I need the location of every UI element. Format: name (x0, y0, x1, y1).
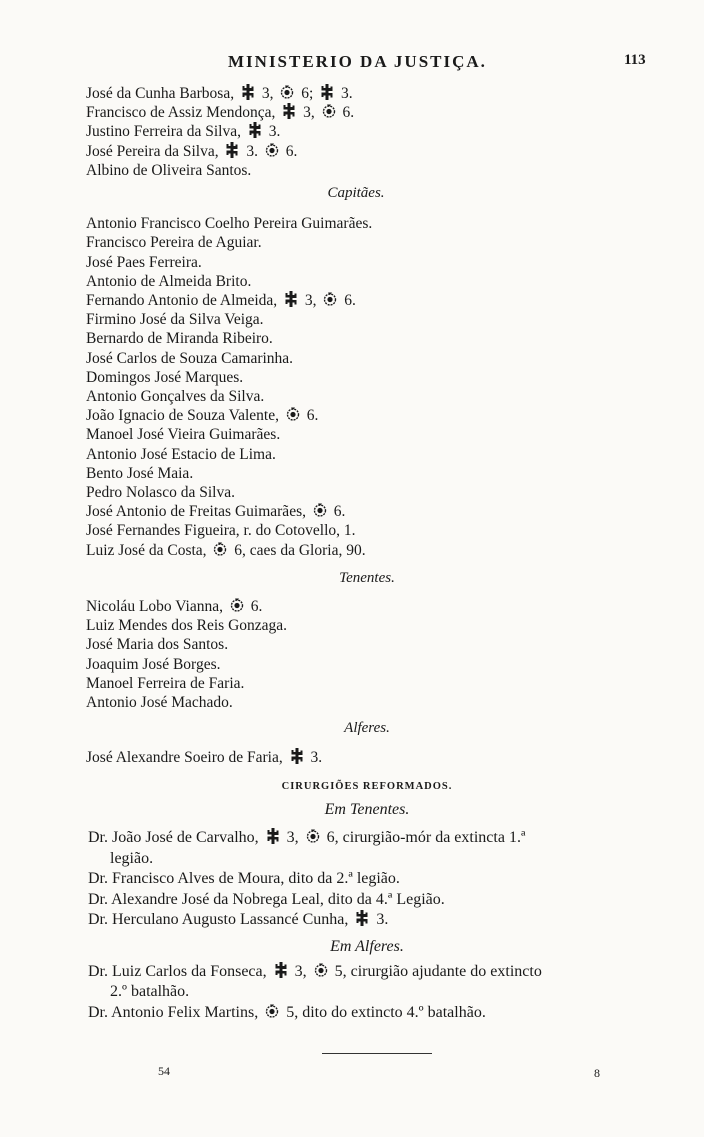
rose-of-order-icon (280, 84, 294, 100)
rose-of-order-icon (213, 541, 227, 557)
roster-entry (0, 142, 704, 161)
surgeon-entry: Dr. Alexandre José da Nobrega Leal, dito da 4.ª Legião. (88, 890, 445, 908)
entry-text-fragment: Dr. João José de Carvalho, (88, 829, 263, 847)
roster-entry: Luiz Mendes dos Reis Gonzaga. (86, 617, 288, 635)
roster-entry: Albino de Oliveira Santos. (86, 161, 252, 179)
entry-text-fragment: 6. (340, 292, 356, 310)
rose-of-order-icon (322, 103, 336, 119)
entry-text-fragment: 6. (338, 104, 355, 122)
entry-text-fragment: José da Cunha Barbosa, (86, 85, 238, 102)
surgeon-entry: 2.º batalhão. (110, 983, 190, 1001)
cross-of-order-icon (290, 748, 304, 764)
roster-entry: Manoel Ferreira de Faria. (86, 674, 245, 692)
roster-entry: Firmino José da Silva Veiga. (86, 311, 264, 329)
entry-text-fragment: 3. (264, 123, 281, 141)
entry-text-fragment: 3. (306, 748, 323, 766)
roster-entry: José Fernandes Figueira, r. do Cotovello, 1. (86, 522, 356, 540)
footer-rule (322, 1053, 432, 1054)
surgeon-entry (0, 962, 704, 983)
cross-of-order-icon (248, 122, 262, 138)
section-heading: Tenentes. (339, 569, 395, 586)
rose-of-order-icon (265, 1003, 279, 1019)
entry-text-fragment: 6. (281, 142, 298, 160)
entry-text-fragment: Nicoláu Lobo Vianna, (86, 598, 227, 616)
entry-text-fragment: José Pereira da Silva, (86, 142, 223, 160)
roster-entry: Antonio Francisco Coelho Pereira Guimarães. (86, 215, 373, 233)
entry-text-fragment: 3, (299, 104, 319, 122)
cross-of-order-icon (355, 910, 369, 926)
roster-entry (0, 103, 704, 122)
entry-text-fragment: 3. (337, 85, 353, 102)
roster-entry: Manoel José Vieira Guimarães. (86, 426, 281, 444)
rose-of-order-icon (313, 502, 327, 518)
surgeon-entry: legião. (110, 849, 154, 867)
entry-text-fragment: 3, (301, 292, 321, 310)
rose-of-order-icon (306, 828, 320, 844)
entry-text-fragment: 3. (242, 142, 262, 160)
roster-entry (0, 291, 704, 310)
entry-text-fragment: Luiz José da Costa, (86, 541, 211, 559)
entry-text-fragment: 6, caes da Gloria, 90. (230, 541, 366, 559)
entry-text-fragment: 6; (297, 85, 318, 102)
running-title: MINISTERIO DA JUSTIÇA. (228, 52, 487, 71)
page-header (0, 50, 704, 76)
page-number: 113 (624, 52, 646, 68)
cross-of-order-icon (266, 828, 280, 844)
subsection-heading: Em Alferes. (330, 937, 404, 955)
subsection-heading: Em Tenentes. (324, 800, 410, 818)
entry-text-fragment: João Ignacio de Souza Valente, (86, 407, 283, 425)
entry-text-fragment: 6. (329, 503, 346, 521)
roster-entry: Francisco Pereira de Aguiar. (86, 234, 262, 252)
roster-entry: Domingos José Marques. (86, 368, 244, 386)
entry-text-fragment: 3, (257, 85, 278, 102)
entry-text-fragment: José Antonio de Freitas Guimarães, (86, 503, 310, 521)
surgeon-entry (0, 910, 704, 931)
entry-text-fragment: 3. (372, 911, 389, 929)
roster-entry (0, 122, 704, 141)
entry-text-fragment: José Alexandre Soeiro de Faria, (86, 748, 287, 766)
rose-of-order-icon (286, 406, 300, 422)
entry-text-fragment: 3, (282, 829, 303, 847)
roster-entry (0, 597, 704, 616)
rose-of-order-icon (265, 142, 279, 158)
roster-entry: Bento José Maia. (86, 464, 194, 482)
rose-of-order-icon (230, 597, 244, 613)
roster-entry: Antonio José Estacio de Lima. (86, 445, 276, 463)
cross-of-order-icon (320, 84, 334, 100)
entry-text-fragment: Dr. Herculano Augusto Lassancé Cunha, (88, 911, 353, 929)
surgeon-entry (0, 1003, 704, 1024)
roster-entry: Pedro Nolasco da Silva. (86, 484, 235, 502)
entry-text-fragment: 6, cirurgião-mór da extincta 1.ª (322, 829, 526, 847)
section-heading: Capitães. (327, 185, 385, 202)
roster-entry (0, 541, 704, 560)
surgeons-title: CIRURGIÕES REFORMADOS. (281, 780, 453, 792)
roster-entry: José Carlos de Souza Camarinha. (86, 349, 294, 367)
roster-entry: Joaquim José Borges. (86, 655, 221, 673)
rose-of-order-icon (314, 962, 328, 978)
rose-of-order-icon (323, 291, 337, 307)
signature-mark-left: 54 (158, 1064, 170, 1078)
roster-entry: Antonio de Almeida Brito. (86, 272, 252, 290)
page-footer (0, 1060, 704, 1090)
signature-mark-right: 8 (594, 1066, 600, 1080)
cross-of-order-icon (282, 103, 296, 119)
roster-entry: Bernardo de Miranda Ribeiro. (86, 330, 273, 348)
roster-entry (0, 502, 704, 521)
cross-of-order-icon (225, 142, 239, 158)
roster-entry: Antonio José Machado. (86, 694, 233, 712)
page-content (0, 84, 704, 1023)
roster-entry: Antonio Gonçalves da Silva. (86, 388, 265, 406)
entry-text-fragment: 3, (290, 962, 311, 980)
surgeon-entry: Dr. Francisco Alves de Moura, dito da 2.ª legião. (88, 870, 400, 888)
entry-text-fragment: Dr. Luiz Carlos da Fonseca, (88, 962, 271, 980)
entry-text-fragment: Dr. Antonio Felix Martins, (88, 1003, 263, 1021)
section-heading: Alferes. (344, 720, 390, 737)
roster-entry (0, 406, 704, 425)
entry-text-fragment: Justino Ferreira da Silva, (86, 123, 245, 141)
entry-text-fragment: Fernando Antonio de Almeida, (86, 292, 282, 310)
entry-text-fragment: 5, dito do extincto 4.º batalhão. (282, 1003, 486, 1021)
roster-entry: José Paes Ferreira. (86, 253, 202, 271)
entry-text-fragment: 6. (246, 598, 263, 616)
entry-text-fragment: 5, cirurgião ajudante do extincto (330, 962, 542, 980)
roster-entry (0, 748, 704, 767)
cross-of-order-icon (274, 962, 288, 978)
roster-entry: José Maria dos Santos. (86, 636, 229, 654)
entry-text-fragment: 6. (302, 407, 319, 425)
entry-text-fragment: Francisco de Assiz Mendonça, (86, 104, 280, 122)
surgeon-entry (0, 828, 704, 849)
cross-of-order-icon (241, 84, 255, 100)
roster-entry (0, 84, 704, 103)
cross-of-order-icon (284, 291, 298, 307)
